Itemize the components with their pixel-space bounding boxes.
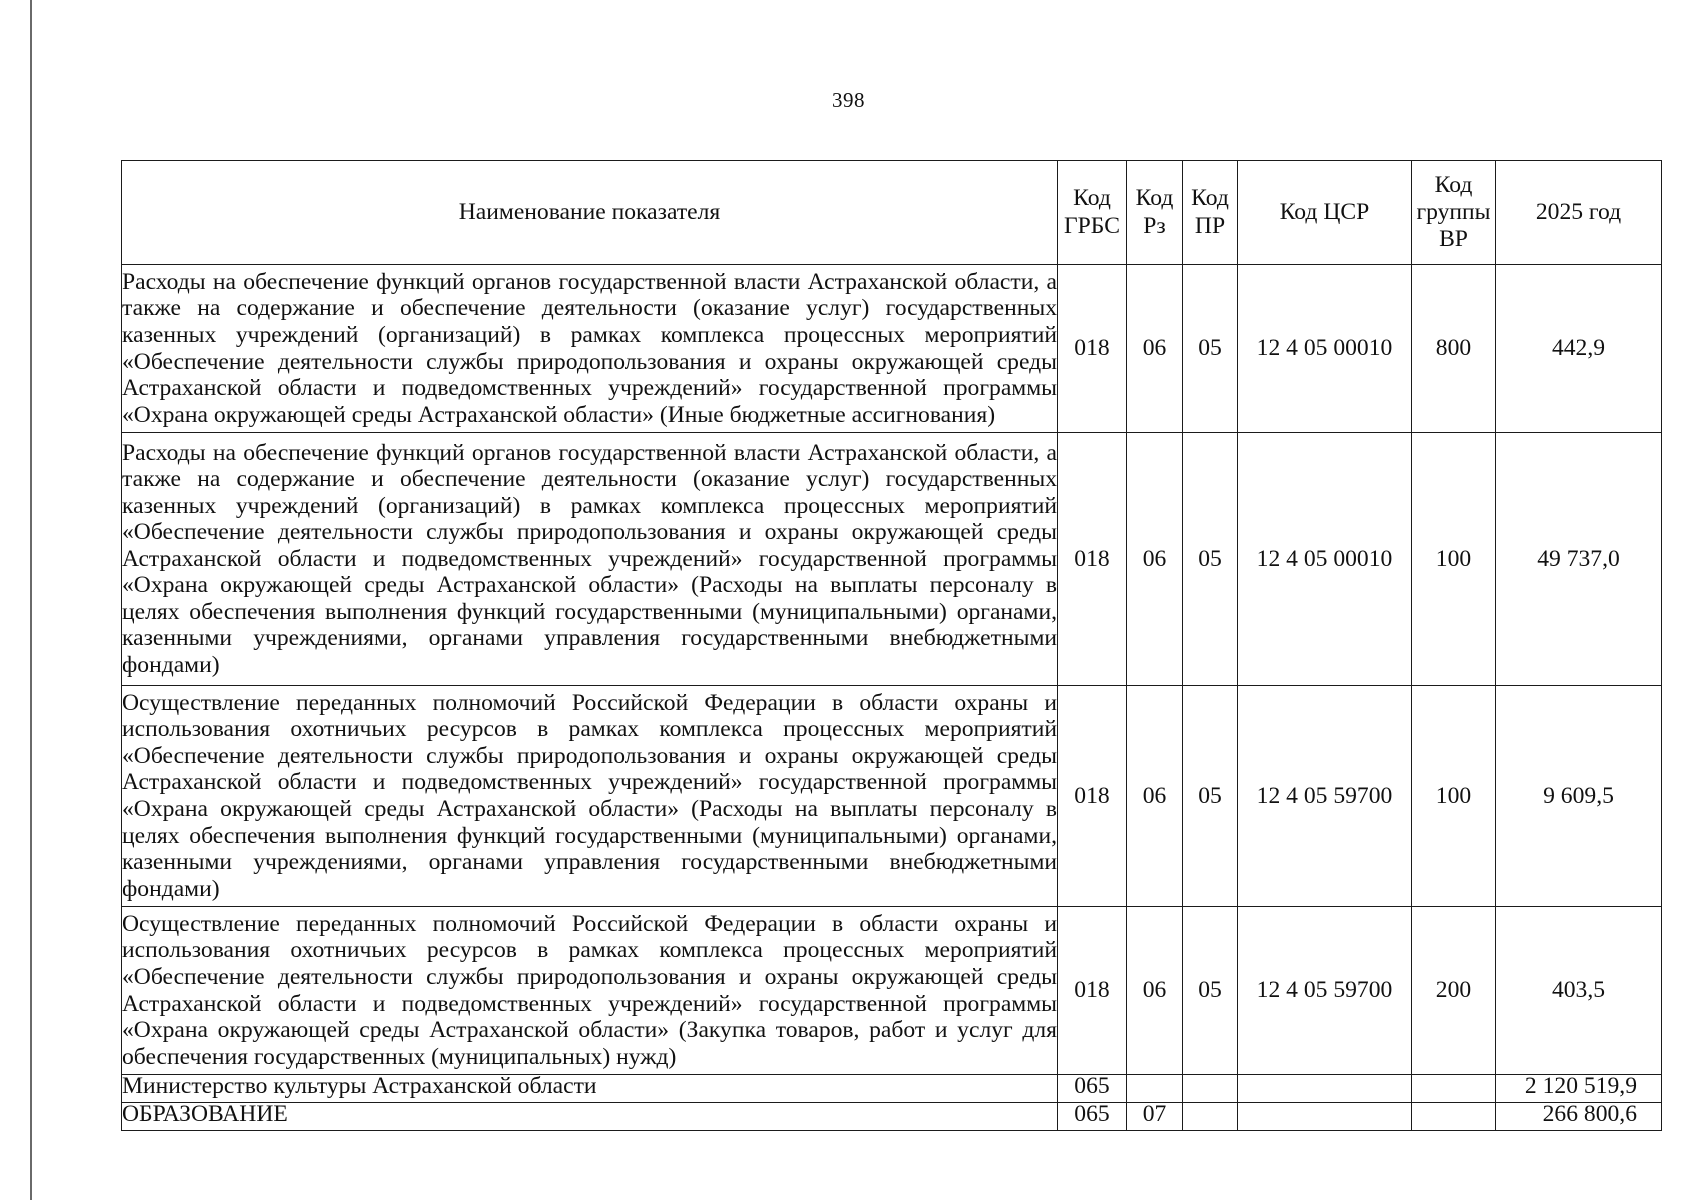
page-number: 398 xyxy=(832,88,865,112)
row-sum: 403,5 xyxy=(1496,907,1662,1075)
row-rz: 06 xyxy=(1127,433,1183,686)
row-name: Осуществление переданных полномочий Российской Федерации в области охраны и использования охотничьих ресурсов в рамках комплекса процессных мероприятий «Обеспечение деятельности службы природопользования и охраны окружающей среды Астраханской области и подведомственных учреждений» государственной программы «Охрана окружающей среды Астраханской области» (Расходы на выплаты персоналу в целях обеспечения выполнения функций государственными (муниципальными) органами, казенными учреждениями, органами управления государственными внебюджетными фондами) xyxy=(122,686,1058,907)
row-grbs: 018 xyxy=(1058,686,1127,907)
table-header-row xyxy=(122,161,1662,265)
row-vr: 800 xyxy=(1412,265,1496,433)
row-pr: 05 xyxy=(1183,686,1238,907)
row-vr: 100 xyxy=(1412,433,1496,686)
row-vr: 100 xyxy=(1412,686,1496,907)
row-csr xyxy=(1238,1075,1412,1103)
table-row xyxy=(122,686,1662,907)
header-csr: Код ЦСР xyxy=(1238,161,1412,265)
row-name: ОБРАЗОВАНИЕ xyxy=(122,1103,1058,1131)
header-vr: Код группы ВР xyxy=(1412,161,1496,265)
row-sum: 2 120 519,9 xyxy=(1496,1075,1662,1103)
header-grbs: Код ГРБС xyxy=(1058,161,1127,265)
table-row xyxy=(122,265,1662,433)
header-name: Наименование показателя xyxy=(122,161,1058,265)
header-rz: Код Рз xyxy=(1127,161,1183,265)
row-grbs: 065 xyxy=(1058,1103,1127,1131)
row-name: Осуществление переданных полномочий Российской Федерации в области охраны и использования охотничьих ресурсов в рамках комплекса процессных мероприятий «Обеспечение деятельности службы природопользования и охраны окружающей среды Астраханской области и подведомственных учреждений» государственной программы «Охрана окружающей среды Астраханской области» (Закупка товаров, работ и услуг для обеспечения государственных (муниципальных) нужд) xyxy=(122,907,1058,1075)
row-grbs: 065 xyxy=(1058,1075,1127,1103)
row-grbs: 018 xyxy=(1058,907,1127,1075)
row-csr xyxy=(1238,1103,1412,1131)
table-row xyxy=(122,1075,1662,1103)
row-csr: 12 4 05 00010 xyxy=(1238,265,1412,433)
row-pr: 05 xyxy=(1183,907,1238,1075)
row-name: Расходы на обеспечение функций органов государственной власти Астраханской области, а также на содержание и обеспечение деятельности (оказание услуг) государственных казенных учреждений (организаций) в рамках комплекса процессных мероприятий «Обеспечение деятельности службы природопользования и охраны окружающей среды Астраханской области и подведомственных учреждений» государственной программы «Охрана окружающей среды Астраханской области» (Расходы на выплаты персоналу в целях обеспечения выполнения функций государственными (муниципальными) органами, казенными учреждениями, органами управления государственными внебюджетными фондами) xyxy=(122,433,1058,686)
table-row xyxy=(122,433,1662,686)
row-grbs: 018 xyxy=(1058,265,1127,433)
row-rz: 06 xyxy=(1127,686,1183,907)
row-vr xyxy=(1412,1075,1496,1103)
row-rz: 06 xyxy=(1127,265,1183,433)
row-sum: 442,9 xyxy=(1496,265,1662,433)
row-pr xyxy=(1183,1075,1238,1103)
row-pr xyxy=(1183,1103,1238,1131)
row-pr: 05 xyxy=(1183,433,1238,686)
row-rz: 07 xyxy=(1127,1103,1183,1131)
row-name: Министерство культуры Астраханской области xyxy=(122,1075,1058,1103)
budget-table xyxy=(121,160,1662,1131)
row-csr: 12 4 05 59700 xyxy=(1238,686,1412,907)
table-row xyxy=(122,907,1662,1075)
row-grbs: 018 xyxy=(1058,433,1127,686)
row-sum: 266 800,6 xyxy=(1496,1103,1662,1131)
row-sum: 49 737,0 xyxy=(1496,433,1662,686)
header-sum: 2025 год xyxy=(1496,161,1662,265)
row-pr: 05 xyxy=(1183,265,1238,433)
row-csr: 12 4 05 59700 xyxy=(1238,907,1412,1075)
header-pr: Код ПР xyxy=(1183,161,1238,265)
left-margin-rule xyxy=(30,0,32,1200)
row-rz xyxy=(1127,1075,1183,1103)
row-vr: 200 xyxy=(1412,907,1496,1075)
row-sum: 9 609,5 xyxy=(1496,686,1662,907)
row-rz: 06 xyxy=(1127,907,1183,1075)
table-row xyxy=(122,1103,1662,1131)
row-vr xyxy=(1412,1103,1496,1131)
row-name: Расходы на обеспечение функций органов государственной власти Астраханской области, а также на содержание и обеспечение деятельности (оказание услуг) государственных казенных учреждений (организаций) в рамках комплекса процессных мероприятий «Обеспечение деятельности службы природопользования и охраны окружающей среды Астраханской области и подведомственных учреждений» государственной программы «Охрана окружающей среды Астраханской области» (Иные бюджетные ассигнования) xyxy=(122,265,1058,433)
row-csr: 12 4 05 00010 xyxy=(1238,433,1412,686)
